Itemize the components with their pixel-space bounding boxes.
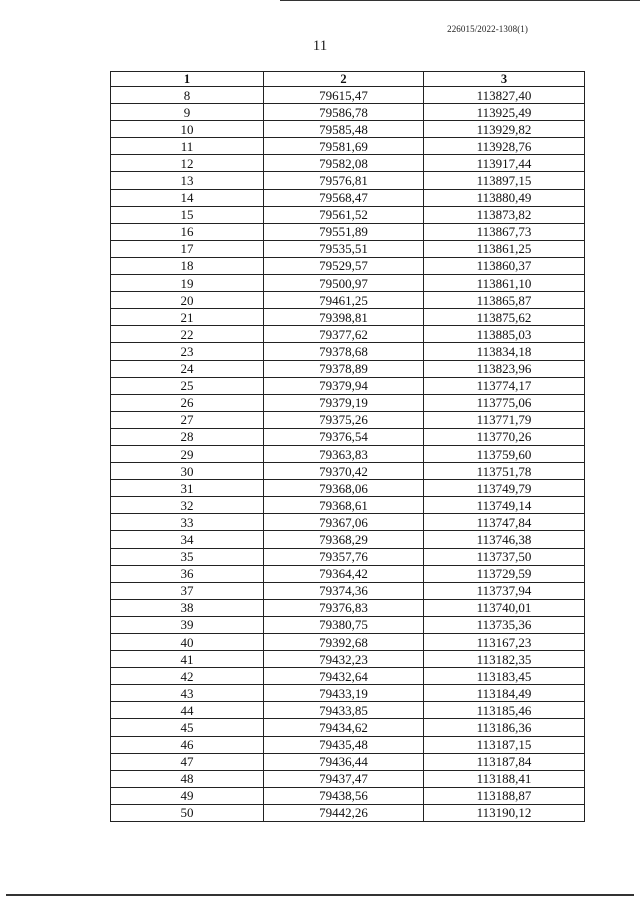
table-row (111, 104, 585, 121)
x-coordinate-cell: 79586,78 (264, 104, 424, 121)
y-coordinate-cell: 113735,36 (424, 616, 585, 633)
point-number-cell: 39 (111, 616, 264, 633)
y-coordinate-cell: 113183,45 (424, 668, 585, 685)
point-number-cell: 12 (111, 155, 264, 172)
table-row (111, 360, 585, 377)
point-number-cell: 37 (111, 582, 264, 599)
column-header-1: 1 (111, 72, 264, 87)
table-row (111, 736, 585, 753)
point-number-cell: 22 (111, 326, 264, 343)
x-coordinate-cell: 79582,08 (264, 155, 424, 172)
table-row (111, 565, 585, 582)
point-number-cell: 16 (111, 223, 264, 240)
table-row (111, 582, 585, 599)
point-number-cell: 28 (111, 428, 264, 445)
y-coordinate-cell: 113775,06 (424, 394, 585, 411)
x-coordinate-cell: 79551,89 (264, 223, 424, 240)
y-coordinate-cell: 113188,87 (424, 787, 585, 804)
table-row (111, 599, 585, 616)
point-number-cell: 32 (111, 497, 264, 514)
point-number-cell: 50 (111, 804, 264, 821)
y-coordinate-cell: 113880,49 (424, 189, 585, 206)
y-coordinate-cell: 113774,17 (424, 377, 585, 394)
y-coordinate-cell: 113759,60 (424, 445, 585, 462)
table-row (111, 702, 585, 719)
x-coordinate-cell: 79529,57 (264, 257, 424, 274)
x-coordinate-cell: 79377,62 (264, 326, 424, 343)
x-coordinate-cell: 79379,19 (264, 394, 424, 411)
y-coordinate-cell: 113860,37 (424, 257, 585, 274)
point-number-cell: 19 (111, 275, 264, 292)
point-number-cell: 40 (111, 634, 264, 651)
x-coordinate-cell: 79364,42 (264, 565, 424, 582)
table-row (111, 463, 585, 480)
y-coordinate-cell: 113182,35 (424, 651, 585, 668)
table-row (111, 445, 585, 462)
table-row (111, 87, 585, 104)
y-coordinate-cell: 113167,23 (424, 634, 585, 651)
point-number-cell: 14 (111, 189, 264, 206)
y-coordinate-cell: 113737,50 (424, 548, 585, 565)
y-coordinate-cell: 113873,82 (424, 206, 585, 223)
point-number-cell: 10 (111, 121, 264, 138)
table-row (111, 309, 585, 326)
point-number-cell: 47 (111, 753, 264, 770)
x-coordinate-cell: 79432,64 (264, 668, 424, 685)
bottom-rule (6, 894, 634, 896)
x-coordinate-cell: 79437,47 (264, 770, 424, 787)
x-coordinate-cell: 79435,48 (264, 736, 424, 753)
y-coordinate-cell: 113827,40 (424, 87, 585, 104)
table-row (111, 770, 585, 787)
table-row (111, 394, 585, 411)
y-coordinate-cell: 113185,46 (424, 702, 585, 719)
x-coordinate-cell: 79500,97 (264, 275, 424, 292)
y-coordinate-cell: 113187,84 (424, 753, 585, 770)
y-coordinate-cell: 113834,18 (424, 343, 585, 360)
table-row (111, 206, 585, 223)
y-coordinate-cell: 113737,94 (424, 582, 585, 599)
point-number-cell: 34 (111, 531, 264, 548)
y-coordinate-cell: 113740,01 (424, 599, 585, 616)
table-row (111, 326, 585, 343)
y-coordinate-cell: 113823,96 (424, 360, 585, 377)
x-coordinate-cell: 79375,26 (264, 411, 424, 428)
y-coordinate-cell: 113188,41 (424, 770, 585, 787)
y-coordinate-cell: 113875,62 (424, 309, 585, 326)
table-row (111, 514, 585, 531)
table-row (111, 719, 585, 736)
x-coordinate-cell: 79535,51 (264, 240, 424, 257)
table-row (111, 155, 585, 172)
point-number-cell: 44 (111, 702, 264, 719)
table-body (111, 87, 585, 822)
x-coordinate-cell: 79581,69 (264, 138, 424, 155)
table-row (111, 804, 585, 821)
table-row (111, 497, 585, 514)
y-coordinate-cell: 113928,76 (424, 138, 585, 155)
table-row (111, 121, 585, 138)
x-coordinate-cell: 79378,68 (264, 343, 424, 360)
table-row (111, 753, 585, 770)
table-row (111, 428, 585, 445)
y-coordinate-cell: 113771,79 (424, 411, 585, 428)
x-coordinate-cell: 79436,44 (264, 753, 424, 770)
column-header-2: 2 (264, 72, 424, 87)
y-coordinate-cell: 113865,87 (424, 292, 585, 309)
x-coordinate-cell: 79568,47 (264, 189, 424, 206)
y-coordinate-cell: 113929,82 (424, 121, 585, 138)
table-row (111, 138, 585, 155)
point-number-cell: 48 (111, 770, 264, 787)
table-row (111, 292, 585, 309)
x-coordinate-cell: 79433,19 (264, 685, 424, 702)
y-coordinate-cell: 113861,10 (424, 275, 585, 292)
point-number-cell: 25 (111, 377, 264, 394)
header-row (111, 72, 585, 87)
x-coordinate-cell: 79434,62 (264, 719, 424, 736)
point-number-cell: 33 (111, 514, 264, 531)
point-number-cell: 41 (111, 651, 264, 668)
point-number-cell: 38 (111, 599, 264, 616)
x-coordinate-cell: 79363,83 (264, 445, 424, 462)
y-coordinate-cell: 113751,78 (424, 463, 585, 480)
table-row (111, 257, 585, 274)
point-number-cell: 36 (111, 565, 264, 582)
y-coordinate-cell: 113729,59 (424, 565, 585, 582)
x-coordinate-cell: 79561,52 (264, 206, 424, 223)
point-number-cell: 42 (111, 668, 264, 685)
page-number: 11 (312, 38, 328, 54)
x-coordinate-cell: 79615,47 (264, 87, 424, 104)
y-coordinate-cell: 113746,38 (424, 531, 585, 548)
point-number-cell: 45 (111, 719, 264, 736)
point-number-cell: 24 (111, 360, 264, 377)
table-row (111, 685, 585, 702)
table-row (111, 634, 585, 651)
column-header-3: 3 (424, 72, 585, 87)
point-number-cell: 26 (111, 394, 264, 411)
point-number-cell: 35 (111, 548, 264, 565)
table-row (111, 787, 585, 804)
top-rule (280, 0, 640, 1)
x-coordinate-cell: 79367,06 (264, 514, 424, 531)
point-number-cell: 49 (111, 787, 264, 804)
table-row (111, 377, 585, 394)
y-coordinate-cell: 113749,14 (424, 497, 585, 514)
y-coordinate-cell: 113885,03 (424, 326, 585, 343)
y-coordinate-cell: 113186,36 (424, 719, 585, 736)
x-coordinate-cell: 79392,68 (264, 634, 424, 651)
table-row (111, 616, 585, 633)
y-coordinate-cell: 113770,26 (424, 428, 585, 445)
table-row (111, 343, 585, 360)
x-coordinate-cell: 79433,85 (264, 702, 424, 719)
y-coordinate-cell: 113187,15 (424, 736, 585, 753)
coordinates-table (110, 71, 585, 822)
y-coordinate-cell: 113190,12 (424, 804, 585, 821)
table-row (111, 275, 585, 292)
x-coordinate-cell: 79370,42 (264, 463, 424, 480)
point-number-cell: 13 (111, 172, 264, 189)
table-row (111, 189, 585, 206)
point-number-cell: 46 (111, 736, 264, 753)
x-coordinate-cell: 79398,81 (264, 309, 424, 326)
point-number-cell: 31 (111, 480, 264, 497)
y-coordinate-cell: 113867,73 (424, 223, 585, 240)
point-number-cell: 20 (111, 292, 264, 309)
x-coordinate-cell: 79432,23 (264, 651, 424, 668)
table-row (111, 548, 585, 565)
y-coordinate-cell: 113747,84 (424, 514, 585, 531)
table-row (111, 480, 585, 497)
y-coordinate-cell: 113861,25 (424, 240, 585, 257)
x-coordinate-cell: 79585,48 (264, 121, 424, 138)
point-number-cell: 30 (111, 463, 264, 480)
point-number-cell: 18 (111, 257, 264, 274)
point-number-cell: 43 (111, 685, 264, 702)
document-number: 226015/2022-1308(1) (447, 24, 528, 34)
point-number-cell: 11 (111, 138, 264, 155)
table-row (111, 411, 585, 428)
table-row (111, 668, 585, 685)
y-coordinate-cell: 113925,49 (424, 104, 585, 121)
x-coordinate-cell: 79357,76 (264, 548, 424, 565)
x-coordinate-cell: 79442,26 (264, 804, 424, 821)
y-coordinate-cell: 113749,79 (424, 480, 585, 497)
point-number-cell: 8 (111, 87, 264, 104)
table-row (111, 172, 585, 189)
table-row (111, 223, 585, 240)
y-coordinate-cell: 113897,15 (424, 172, 585, 189)
table-header (111, 72, 585, 87)
x-coordinate-cell: 79461,25 (264, 292, 424, 309)
point-number-cell: 21 (111, 309, 264, 326)
x-coordinate-cell: 79368,29 (264, 531, 424, 548)
point-number-cell: 9 (111, 104, 264, 121)
table-row (111, 531, 585, 548)
x-coordinate-cell: 79376,54 (264, 428, 424, 445)
point-number-cell: 23 (111, 343, 264, 360)
y-coordinate-cell: 113917,44 (424, 155, 585, 172)
table-row (111, 240, 585, 257)
x-coordinate-cell: 79379,94 (264, 377, 424, 394)
point-number-cell: 15 (111, 206, 264, 223)
point-number-cell: 29 (111, 445, 264, 462)
point-number-cell: 17 (111, 240, 264, 257)
x-coordinate-cell: 79438,56 (264, 787, 424, 804)
x-coordinate-cell: 79376,83 (264, 599, 424, 616)
x-coordinate-cell: 79368,06 (264, 480, 424, 497)
x-coordinate-cell: 79380,75 (264, 616, 424, 633)
y-coordinate-cell: 113184,49 (424, 685, 585, 702)
x-coordinate-cell: 79576,81 (264, 172, 424, 189)
point-number-cell: 27 (111, 411, 264, 428)
x-coordinate-cell: 79368,61 (264, 497, 424, 514)
x-coordinate-cell: 79374,36 (264, 582, 424, 599)
x-coordinate-cell: 79378,89 (264, 360, 424, 377)
table-row (111, 651, 585, 668)
